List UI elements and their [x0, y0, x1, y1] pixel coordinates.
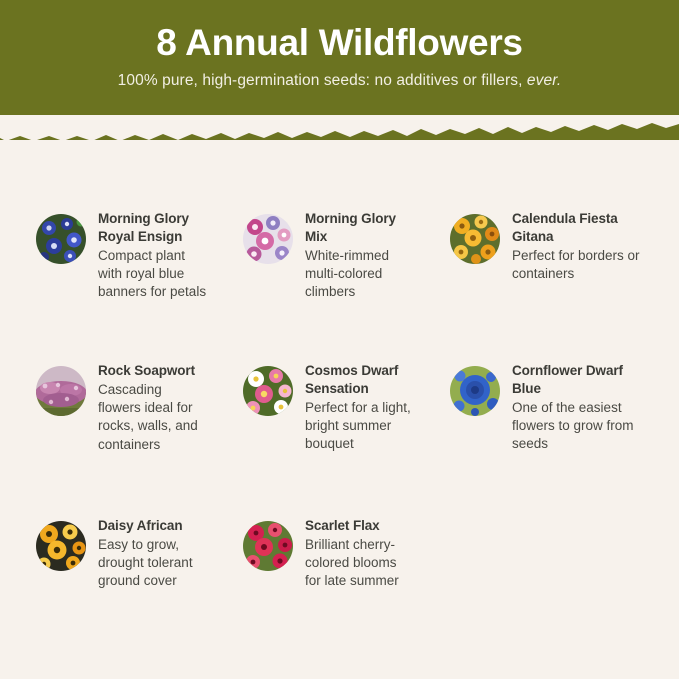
torn-paper-edge-icon	[0, 115, 679, 141]
list-item-name: Rock Soapwort	[98, 363, 195, 378]
list-item[interactable]	[0, 196, 207, 348]
morning-glory-mix-thumb	[243, 214, 293, 264]
list-item-text	[98, 503, 207, 591]
list-item-description: Easy to grow, drought tolerant ground cover	[98, 536, 193, 589]
wildflower-list	[0, 196, 679, 653]
daisy-african-thumb	[36, 521, 86, 571]
list-item-description: White-rimmed multi-colored climbers	[305, 247, 390, 300]
list-item[interactable]	[207, 196, 414, 348]
list-item-name: Morning Glory Mix	[305, 211, 396, 244]
calendula-fiesta-gitana-thumb	[450, 214, 500, 264]
list-item-name: Daisy African	[98, 518, 183, 533]
list-item-description: Perfect for a light, bright summer bouquet	[305, 399, 411, 452]
list-row	[0, 503, 679, 653]
list-item-name: Cornflower Dwarf Blue	[512, 363, 623, 396]
list-item[interactable]	[414, 348, 645, 503]
rock-soapwort-thumb	[36, 366, 86, 416]
list-item-text	[512, 196, 645, 283]
list-item-name: Cosmos Dwarf Sensation	[305, 363, 399, 396]
cornflower-dwarf-blue-thumb	[450, 366, 500, 416]
subtitle-emphasis-text: ever.	[526, 71, 562, 89]
list-row	[0, 196, 679, 348]
list-item-text	[305, 503, 414, 591]
list-item[interactable]	[0, 348, 207, 503]
list-item[interactable]	[0, 503, 207, 653]
list-item-description: Brilliant cherry-colored blooms for late summer	[305, 536, 399, 589]
list-item-text	[305, 348, 414, 454]
list-item-text	[98, 196, 207, 302]
list-item-text	[305, 196, 414, 302]
page-title: 8 Annual Wildflowers	[156, 22, 523, 63]
page-subtitle	[0, 72, 679, 90]
list-item-text	[98, 348, 207, 454]
cosmos-dwarf-sensation-thumb	[243, 366, 293, 416]
morning-glory-royal-ensign-thumb	[36, 214, 86, 264]
list-item[interactable]	[207, 348, 414, 503]
list-item[interactable]	[414, 196, 645, 348]
list-item-name: Morning Glory Royal Ensign	[98, 211, 189, 244]
list-item-description: Perfect for borders or containers	[512, 247, 640, 282]
scarlet-flax-thumb	[243, 521, 293, 571]
subtitle-main-text: 100% pure, high-germination seeds: no additives or fillers,	[117, 71, 523, 89]
list-item-description: Compact plant with royal blue banners for petals	[98, 247, 207, 300]
list-item-description: Cascading flowers ideal for rocks, walls, and containers	[98, 381, 198, 452]
list-row	[0, 348, 679, 503]
list-item[interactable]	[207, 503, 414, 653]
list-item-name: Calendula Fiesta Gitana	[512, 211, 618, 244]
list-item-name: Scarlet Flax	[305, 518, 380, 533]
list-item-text	[512, 348, 645, 454]
list-item-description: One of the easiest flowers to grow from seeds	[512, 399, 634, 452]
header-banner	[0, 0, 679, 140]
